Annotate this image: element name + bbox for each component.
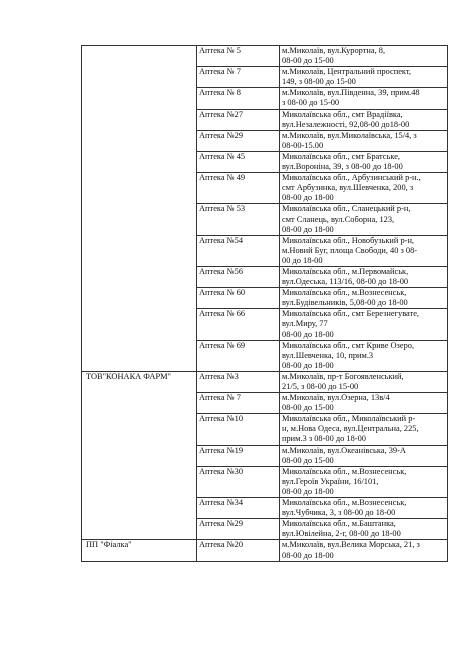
address-cell: Миколаївська обл., м.Первомайськ, вул.Одеська, 113/16, 08-00 до 18-00 bbox=[280, 266, 448, 287]
address-cell: м.Миколаїв, вул.Океанівська, 39-А 08-00 до 15-00 bbox=[280, 445, 448, 466]
pharmacy-cell: Аптека № 69 bbox=[197, 340, 280, 371]
pharmacy-cell: Аптека №27 bbox=[197, 109, 280, 130]
address-cell: м.Миколаїв, Центральний проспект, 149, з 08-00 до 15-00 bbox=[280, 67, 448, 88]
pharmacy-cell: Аптека №56 bbox=[197, 266, 280, 287]
table-row bbox=[82, 540, 448, 561]
pharmacy-cell: Аптека №3 bbox=[197, 371, 280, 392]
pharmacy-cell: Аптека № 60 bbox=[197, 288, 280, 309]
pharmacy-cell: Аптека № 5 bbox=[197, 46, 280, 67]
address-cell: Миколаївська обл., смт Братське, вул.Вороніна, 39, з 08-00 до 18-00 bbox=[280, 151, 448, 172]
company-cell: ТОВ"КОНАКА ФАРМ" bbox=[82, 371, 197, 540]
address-cell: м.Миколаїв, вул.Миколаївська, 15/4, з 08-00-15.00 bbox=[280, 130, 448, 151]
address-cell: Миколаївська обл., смт Березнегувате, вул.Миру, 77 08-00 до 18-00 bbox=[280, 309, 448, 340]
pharmacy-cell: Аптека №54 bbox=[197, 235, 280, 266]
pharmacy-cell: Аптека № 53 bbox=[197, 204, 280, 235]
pharmacy-cell: Аптека №29 bbox=[197, 130, 280, 151]
pharmacy-cell: Аптека №29 bbox=[197, 519, 280, 540]
address-cell: Миколаївська обл., Новобузький р-н, м.Новий Буг, площа Свободи, 40 з 08- 00 до 18-00 bbox=[280, 235, 448, 266]
address-cell: м.Миколаїв, вул.Озерна, 13в/4 08-00 до 15-00 bbox=[280, 393, 448, 414]
table-row bbox=[82, 46, 448, 67]
address-cell: Миколаївська обл., Сланецький р-н, смт Сланець, вул.Соборна, 123, 08-00 до 18-00 bbox=[280, 204, 448, 235]
company-cell: ПП "Фіалка" bbox=[82, 540, 197, 561]
address-cell: Миколаївська обл., м.Вознесенськ, вул.Будівельників, 5,08-00 до 18-00 bbox=[280, 288, 448, 309]
address-cell: Миколаївська обл., Миколаївський р- н, м.Нова Одеса, вул.Центральна, 225, прим.3 з 08-00 до 18-00 bbox=[280, 414, 448, 445]
address-cell: Миколаївська обл., смт Врадіївка, вул.Незалежності, 92,08-00 до18-00 bbox=[280, 109, 448, 130]
pharmacy-cell: Аптека № 7 bbox=[197, 67, 280, 88]
address-cell: Миколаївська обл., смт Криве Озеро, вул.Шевченка, 10, прим.3 08-00 до 18-00 bbox=[280, 340, 448, 371]
pharmacy-cell: Аптека №10 bbox=[197, 414, 280, 445]
address-cell: м.Миколаїв, вул.Південна, 39, прим.48 з 08-00 до 15-00 bbox=[280, 88, 448, 109]
pharmacy-cell: Аптека №20 bbox=[197, 540, 280, 561]
pharmacy-cell: Аптека № 8 bbox=[197, 88, 280, 109]
address-cell: м.Миколаїв, вул.Курортна, 8, 08-00 до 15-00 bbox=[280, 46, 448, 67]
address-cell: м.Миколаїв, вул.Велика Морська, 21, з 08-00 до 18-00 bbox=[280, 540, 448, 561]
pharmacy-table bbox=[81, 45, 448, 562]
pharmacy-cell: Аптека №19 bbox=[197, 445, 280, 466]
pharmacy-cell: Аптека № 49 bbox=[197, 173, 280, 204]
pharmacy-cell: Аптека № 7 bbox=[197, 393, 280, 414]
address-cell: м.Миколаїв, пр-т Богоявленський, 21/5, з 08-00 до 15-00 bbox=[280, 371, 448, 392]
pharmacy-cell: Аптека №34 bbox=[197, 498, 280, 519]
pharmacy-cell: Аптека № 66 bbox=[197, 309, 280, 340]
company-cell bbox=[82, 46, 197, 372]
pharmacy-cell: Аптека № 45 bbox=[197, 151, 280, 172]
table-row bbox=[82, 371, 448, 392]
address-cell: Миколаївська обл., м.Вознесенськ, вул.Героїв України, 16/101, 08-00 до 18-00 bbox=[280, 466, 448, 497]
address-cell: Миколаївська обл., м.Баштанка, вул.Ювілейна, 2-г, 08-00 до 18-00 bbox=[280, 519, 448, 540]
pharmacy-cell: Аптека №30 bbox=[197, 466, 280, 497]
address-cell: Миколаївська обл., Арбузинський р-н., смт Арбузинка, вул.Шевченка, 200, з 08-00 до 18-00 bbox=[280, 173, 448, 204]
pharmacy-table-body bbox=[82, 46, 448, 562]
address-cell: Миколаївська обл., м.Вознесенськ, вул.Чубчика, 3, з 08-00 до 18-00 bbox=[280, 498, 448, 519]
